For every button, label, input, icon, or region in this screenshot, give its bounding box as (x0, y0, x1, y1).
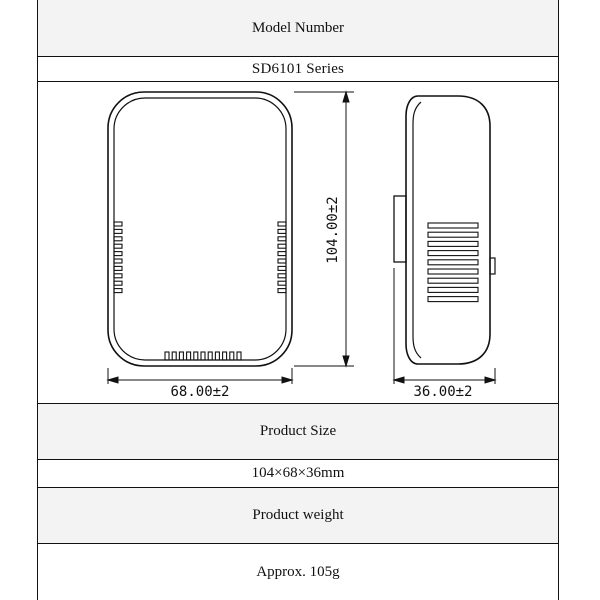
product-weight-label: Product weight (252, 507, 344, 523)
height-dimension (294, 92, 354, 366)
vent-slot (278, 229, 286, 233)
vent-slot (428, 251, 478, 256)
vent-slot (201, 352, 205, 360)
product-size-row (38, 460, 558, 488)
dimension-drawing (38, 82, 560, 404)
product-size-value: 104×68×36mm (251, 465, 345, 481)
front-view (108, 92, 292, 366)
front-view-left-vents (114, 222, 122, 293)
front-view-right-vents (278, 222, 286, 293)
side-view-mount (394, 196, 406, 262)
front-view-outer-outline (108, 92, 292, 366)
vent-slot (230, 352, 234, 360)
model-number-label: Model Number (251, 19, 345, 36)
vent-slot (428, 241, 478, 246)
product-size-label: Product Size (259, 423, 337, 439)
front-view-inner-outline (114, 98, 286, 360)
vent-slot (194, 352, 198, 360)
vent-slot (215, 352, 219, 360)
vent-slot (278, 252, 286, 256)
vent-slot (114, 266, 122, 270)
product-weight-row (38, 544, 558, 600)
vent-slot (278, 281, 286, 285)
vent-slot (165, 352, 169, 360)
side-view-outline (406, 96, 490, 364)
vent-slot (114, 274, 122, 278)
vent-slot (278, 274, 286, 278)
vent-slot (278, 259, 286, 263)
depth-dimension (394, 268, 495, 384)
model-number-value: SD6101 Series (251, 60, 345, 77)
vent-slot (179, 352, 183, 360)
spec-sheet (37, 0, 559, 600)
vent-slot (187, 352, 191, 360)
vent-slot (428, 278, 478, 283)
vent-slot (114, 259, 122, 263)
vent-slot (428, 260, 478, 265)
side-view-vents (428, 223, 478, 302)
vent-slot (114, 237, 122, 241)
vent-slot (428, 297, 478, 302)
vent-slot (114, 222, 122, 226)
vent-slot (428, 269, 478, 274)
vent-slot (114, 244, 122, 248)
vent-slot (278, 237, 286, 241)
vent-slot (223, 352, 227, 360)
vent-slot (428, 287, 478, 292)
vent-slot (428, 232, 478, 237)
product-weight-value: Approx. 105g (256, 563, 340, 580)
vent-slot (237, 352, 241, 360)
model-number-row (38, 57, 558, 82)
vent-slot (114, 289, 122, 293)
height-dimension-label: 104.00±2 (325, 196, 341, 264)
side-view-inner-line (413, 102, 421, 358)
vent-slot (278, 222, 286, 226)
product-size-header (38, 404, 558, 460)
vent-slot (114, 281, 122, 285)
vent-slot (114, 229, 122, 233)
vent-slot (428, 223, 478, 228)
vent-slot (208, 352, 212, 360)
product-weight-header (38, 488, 558, 544)
vent-slot (278, 289, 286, 293)
side-view (394, 96, 495, 364)
vent-slot (114, 252, 122, 256)
width-dimension (108, 368, 292, 384)
depth-dimension-label: 36.00±2 (413, 384, 473, 400)
vent-slot (172, 352, 176, 360)
vent-slot (278, 266, 286, 270)
model-number-header (38, 0, 558, 57)
front-view-bottom-vents (165, 352, 241, 360)
vent-slot (278, 244, 286, 248)
width-dimension-label: 68.00±2 (170, 384, 230, 400)
dimension-drawing-cell (38, 82, 558, 404)
